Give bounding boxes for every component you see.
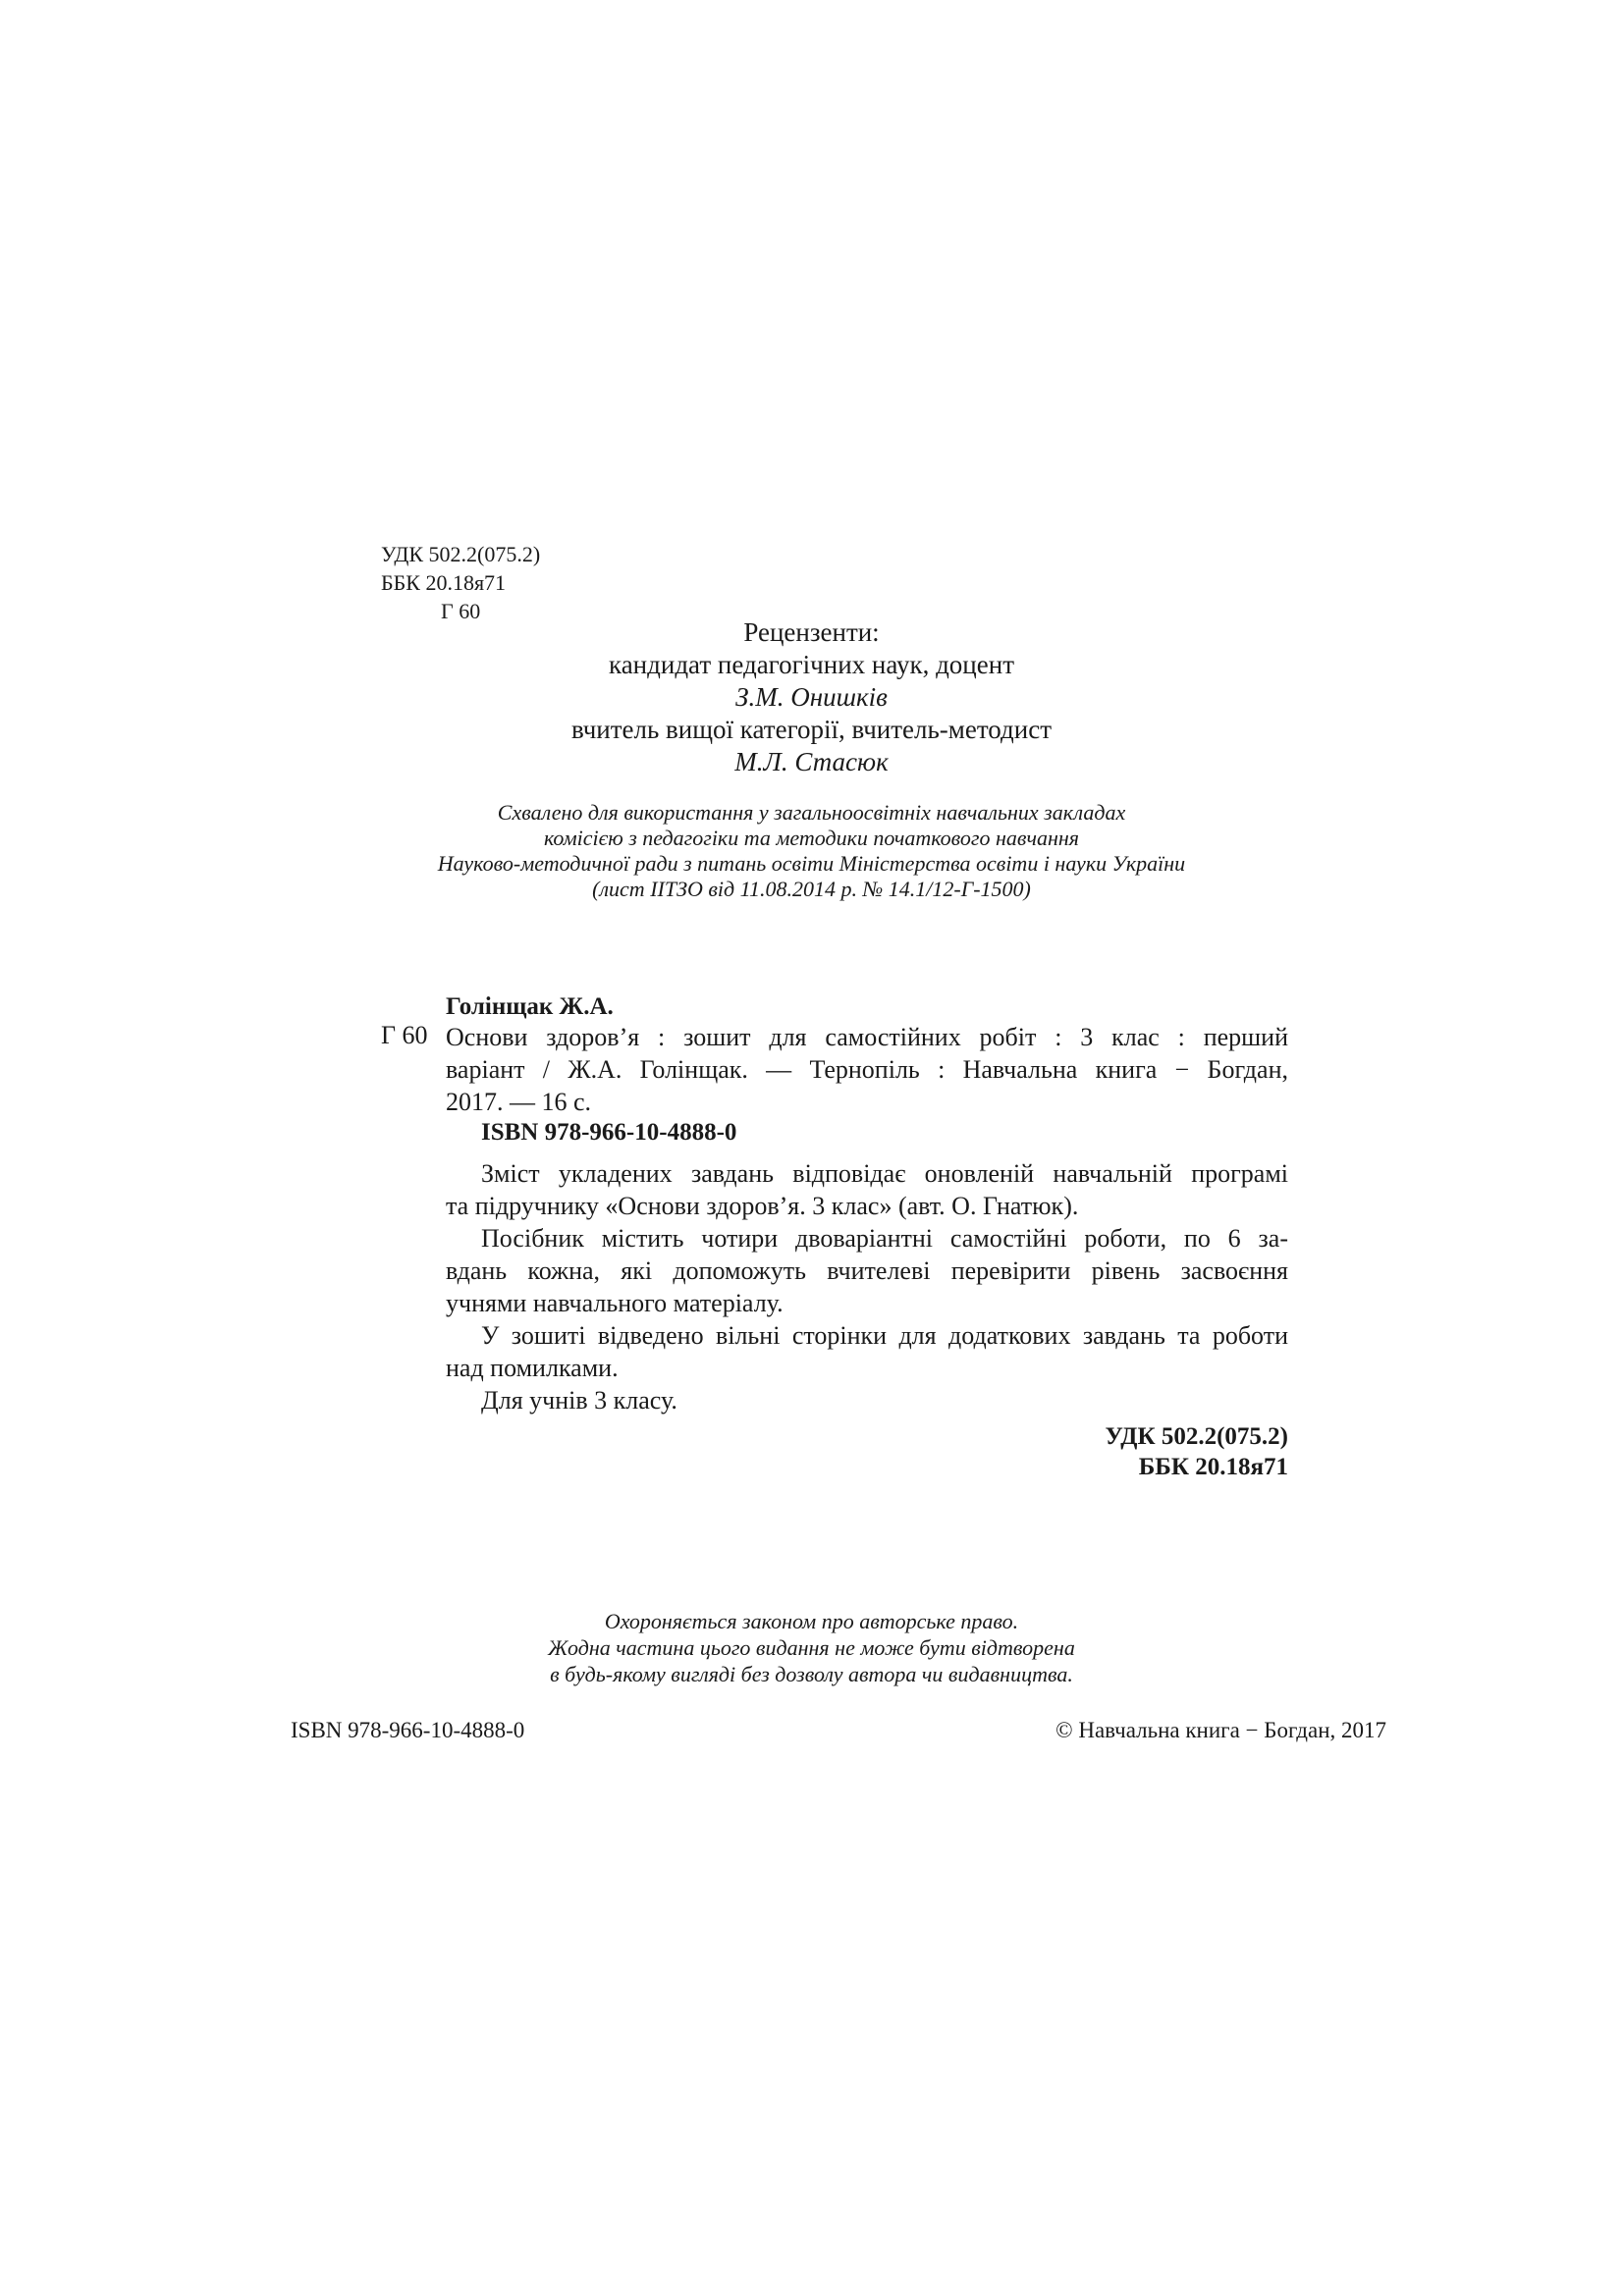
copyright-note-line: Охороняється законом про авторське право.	[604, 1609, 1019, 1633]
approval-statement	[0, 800, 1623, 902]
udk-code: УДК 502.2(075.2)	[381, 542, 541, 566]
approval-line: Науково-методичної ради з питань освіти Міністерства освіти і науки України	[437, 851, 1186, 876]
catalog-author: Голінщак Ж.А.	[446, 993, 614, 1020]
catalog-isbn: ISBN 978-966-10-4888-0	[481, 1119, 737, 1146]
annotation-line: учнями навчального матеріалу.	[446, 1289, 784, 1317]
approval-line: (лист ІІТЗО від 11.08.2014 р. № 14.1/12-Г-1500)	[592, 877, 1031, 901]
description-line: Основи здоров’я : зошит для самостійних робіт : 3 клас : перший	[446, 1023, 1288, 1051]
catalog-udk: УДК 502.2(075.2)	[1105, 1423, 1288, 1450]
annotation-line: вдань кожна, які допоможуть вчителеві перевірити рівень засвоєння	[446, 1256, 1288, 1285]
annotation-line: та підручнику «Основи здоров’я. 3 клас» (авт. О. Гнатюк).	[446, 1192, 1079, 1220]
description-line: 2017. — 16 с.	[446, 1088, 592, 1116]
annotation-line: Для учнів 3 класу.	[481, 1386, 677, 1415]
catalog-classification-right	[884, 1421, 1288, 1482]
reviewer-2-name: М.Л. Стасюк	[734, 747, 889, 776]
annotation-line: У зошиті відведено вільні сторінки для додаткових завдань та роботи	[481, 1321, 1288, 1350]
annotation-line: над помилками.	[446, 1354, 619, 1382]
reviewer-1-title: кандидат педагогічних наук, доцент	[608, 650, 1014, 679]
catalog-code: Г 60	[441, 599, 481, 623]
bbk-code: ББК 20.18я71	[381, 570, 507, 595]
copyright-note	[0, 1608, 1623, 1687]
annotation-line: Посібник містить чотири двоваріантні самостійні роботи, по 6 за-	[481, 1224, 1288, 1253]
annotation-line: Зміст укладених завдань відповідає оновленій навчальній програмі	[481, 1159, 1288, 1188]
classification-block	[381, 540, 540, 625]
footer-copyright: © Навчальна книга − Богдан, 2017	[1055, 1718, 1386, 1742]
reviewers-heading: Рецензенти:	[743, 617, 880, 647]
approval-line: комісією з педагогіки та методики початкового навчання	[543, 826, 1080, 850]
reviewer-2-title: вчитель вищої категорії, вчитель-методист	[570, 715, 1052, 744]
copyright-note-line: Жодна частина цього видання не може бути відтворена	[548, 1635, 1075, 1660]
catalog-description	[446, 1021, 1288, 1118]
reviewer-1-name: З.М. Онишків	[735, 682, 888, 712]
footer-isbn: ISBN 978-966-10-4888-0	[291, 1718, 525, 1742]
catalog-annotation	[446, 1157, 1288, 1416]
description-line: варіант / Ж.А. Голінщак. — Тернопіль : Навчальна книга − Богдан,	[446, 1055, 1288, 1084]
reviewers-section	[0, 616, 1623, 778]
approval-line: Схвалено для використання у загальноосвітніх навчальних закладах	[497, 800, 1126, 825]
catalog-card-code: Г 60	[381, 1021, 428, 1049]
catalog-bbk: ББК 20.18я71	[1138, 1454, 1288, 1480]
copyright-note-line: в будь-якому вигляді без дозволу автора чи видавництва.	[550, 1662, 1073, 1686]
